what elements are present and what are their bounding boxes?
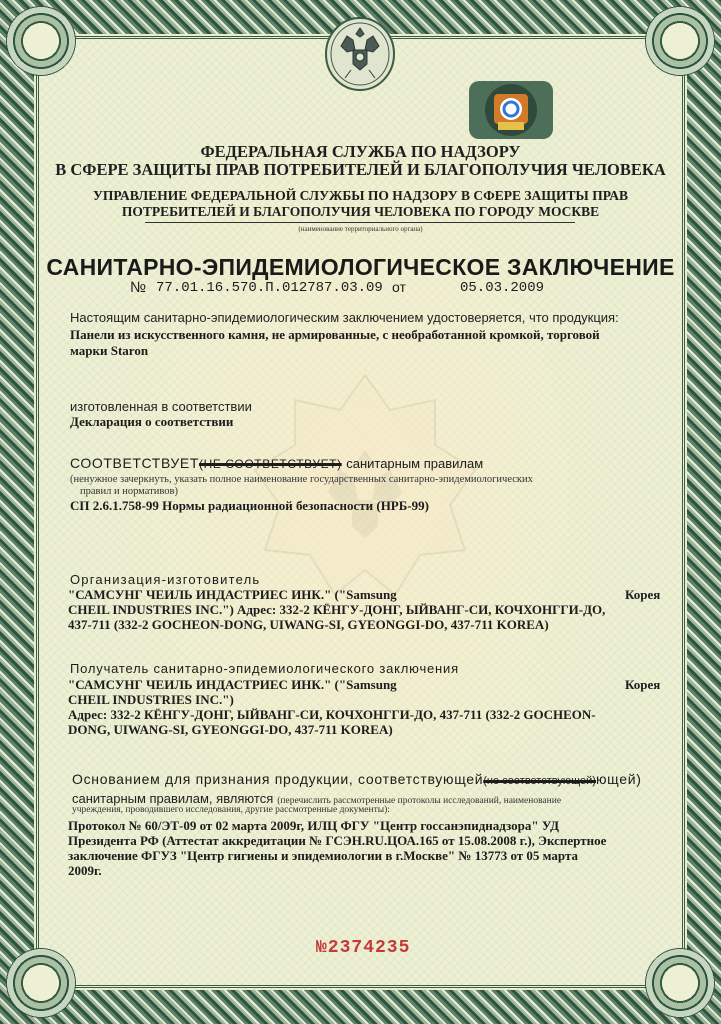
corner-rosette-icon	[6, 6, 76, 76]
basis-line2-text: санитарным правилам, являются	[72, 791, 274, 806]
basis-line1	[72, 771, 642, 787]
certificate-number: 77.01.16.570.П.012787.03.09	[156, 280, 383, 296]
recipient-line1: "САМСУНГ ЧЕИЛЬ ИНДАСТРИЕС ИНК." ("Samsung	[68, 677, 397, 692]
product-line2: марки Staron	[70, 343, 149, 358]
document-title: САНИТАРНО-ЭПИДЕМИОЛОГИЧЕСКОЕ ЗАКЛЮЧЕНИЕ	[46, 254, 675, 280]
hologram-seal-icon	[468, 80, 554, 140]
basis-value4: 2009г.	[68, 863, 102, 878]
compliance-note-line1: (ненужное зачеркнуть, указать полное наименование государственных санитарно-эпидемиологических	[70, 474, 533, 485]
manufactured-value: Декларация о соответствии	[70, 414, 234, 429]
compliance-value: СП 2.6.1.758-99 Нормы радиационной безопасности (НРБ-99)	[70, 498, 430, 513]
certificate-date: 05.03.2009	[460, 280, 545, 296]
compliance-struck-option: (НЕ СООТВЕТСТВУЕТ)	[199, 457, 342, 471]
compliance-note-line2: правил и нормативов)	[80, 486, 178, 497]
basis-text-end: ющей)	[595, 771, 642, 787]
recipient-line4: DONG, UIWANG-SI, GYEONGGI-DO, 437-711 KOREA)	[68, 722, 393, 737]
corner-rosette-icon	[645, 948, 715, 1018]
division-underline	[145, 222, 575, 223]
date-label: от	[392, 279, 406, 295]
product-line1: Панели из искусственного камня, не армированные, с необработанной кромкой, торговой	[70, 327, 600, 342]
recipient-country: Корея	[625, 677, 661, 692]
basis-value1: Протокол № 60/ЭТ-09 от 02 марта 2009г, ИЛЦ ФГУ "Центр госсанэпиднадзора" УД	[68, 818, 560, 833]
manufacturer-line2: CHEIL INDUSTRIES INC.") Адрес: 332-2 КЁНГУ-ДОНГ, ЫЙВАНГ-СИ, КОЧХОНГГИ-ДО,	[68, 602, 606, 617]
watermark-emblem-icon	[250, 370, 480, 600]
division-name-line2: ПОТРЕБИТЕЛЕЙ И БЛАГОПОЛУЧИЯ ЧЕЛОВЕКА ПО ГОРОДУ МОСКВЕ	[121, 204, 600, 219]
manufacturer-country: Корея	[625, 587, 661, 602]
basis-line2-note: (перечислить рассмотренные протоколы исследований, наименование	[277, 796, 562, 806]
number-sign: №	[130, 279, 147, 296]
agency-name-line1: ФЕДЕРАЛЬНАЯ СЛУЖБА ПО НАДЗОРУ	[200, 142, 521, 161]
compliance-label	[70, 455, 483, 471]
basis-value3: заключение ФГУЗ "Центр гигиены и эпидемиологии в г.Москве" № 13773 от 05 марта	[68, 848, 579, 863]
manufacturer-line1: "САМСУНГ ЧЕИЛЬ ИНДАСТРИЕС ИНК." ("Samsung	[68, 587, 397, 602]
basis-text-start: Основанием для признания продукции, соответствующей	[72, 771, 484, 787]
manufactured-label: изготовленная в соответствии	[70, 399, 252, 414]
corner-rosette-icon	[6, 948, 76, 1018]
russian-coat-of-arms-icon	[323, 14, 397, 92]
basis-line3-note: учреждения, проводившего исследования, другие рассмотренные документы):	[72, 805, 390, 815]
compliance-status: СООТВЕТСТВУЕТ	[70, 455, 200, 471]
intro-text: Настоящим санитарно-эпидемиологическим заключением удостоверяется, что продукция:	[70, 310, 619, 325]
division-name-line1: УПРАВЛЕНИЕ ФЕДЕРАЛЬНОЙ СЛУЖБЫ ПО НАДЗОРУ В СФЕРЕ ЗАЩИТЫ ПРАВ	[93, 188, 628, 203]
serial-number: №2374235	[316, 938, 411, 958]
agency-name-line2: В СФЕРЕ ЗАЩИТЫ ПРАВ ПОТРЕБИТЕЛЕЙ И БЛАГОПОЛУЧИЯ ЧЕЛОВЕКА	[55, 160, 666, 179]
corner-rosette-icon	[645, 6, 715, 76]
division-caption: (наименование территориального органа)	[298, 225, 423, 233]
basis-struck-option: (не соответствующей)	[483, 775, 596, 787]
basis-value2: Президента РФ (Аттестат аккредитации № ГСЭН.RU.ЦОА.165 от 15.08.2008 г.), Экспертное	[68, 833, 607, 848]
compliance-rules-text: санитарным правилам	[346, 456, 484, 471]
recipient-line2: CHEIL INDUSTRIES INC.")	[68, 692, 234, 707]
manufacturer-label: Организация-изготовитель	[70, 572, 261, 587]
recipient-line3: Адрес: 332-2 КЁНГУ-ДОНГ, ЫЙВАНГ-СИ, КОЧХОНГГИ-ДО, 437-711 (332-2 GOCHEON-	[68, 707, 596, 722]
recipient-label: Получатель санитарно-эпидемиологического заключения	[70, 661, 459, 676]
manufacturer-line3: 437-711 (332-2 GOCHEON-DONG, UIWANG-SI, GYEONGGI-DO, 437-711 KOREA)	[68, 617, 549, 632]
